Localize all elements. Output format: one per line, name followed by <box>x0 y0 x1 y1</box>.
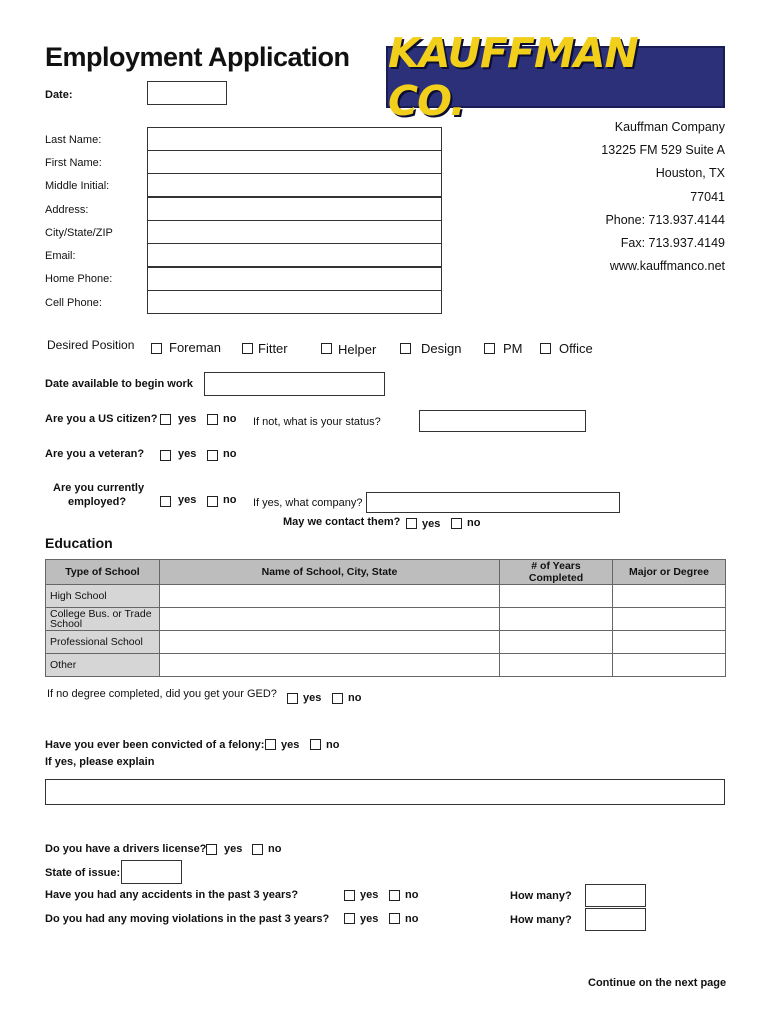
veteran-yes-label: yes <box>178 448 197 460</box>
design-label: Design <box>421 341 462 356</box>
veteran-label: Are you a veteran? <box>45 448 145 460</box>
violations-count-field[interactable] <box>585 908 646 931</box>
table-row <box>46 631 726 654</box>
last-name-label: Last Name: <box>45 134 102 146</box>
company-street: 13225 FM 529 Suite A <box>601 143 725 157</box>
helper-label: Helper <box>338 342 377 357</box>
table-cell[interactable] <box>160 585 500 608</box>
status-label: If not, what is your status? <box>253 416 381 428</box>
table-row <box>46 608 726 631</box>
company-field[interactable] <box>366 492 620 513</box>
ged-no-checkbox[interactable] <box>332 693 343 704</box>
table-cell[interactable] <box>500 631 613 654</box>
logo-text: KAUFFMAN CO. <box>388 29 638 125</box>
violations-yes-checkbox[interactable] <box>344 913 355 924</box>
pm-label: PM <box>503 341 523 356</box>
company-zip: 77041 <box>690 190 725 204</box>
date-available-label: Date available to begin work <box>45 378 193 390</box>
city-state-zip-field[interactable] <box>147 220 442 244</box>
row-high-school: High School <box>46 585 160 608</box>
felony-yes-label: yes <box>281 739 300 751</box>
education-table <box>45 559 726 677</box>
employed-no-label: no <box>223 494 237 506</box>
address-field[interactable] <box>147 197 442 221</box>
table-row <box>46 585 726 608</box>
license-no-checkbox[interactable] <box>252 844 263 855</box>
table-cell[interactable] <box>160 654 500 677</box>
middle-initial-field[interactable] <box>147 173 442 197</box>
table-cell[interactable] <box>160 631 500 654</box>
contact-no-checkbox[interactable] <box>451 518 462 529</box>
accidents-yes-label: yes <box>360 889 379 901</box>
status-field[interactable] <box>419 410 586 432</box>
col-type-of-school: Type of School <box>46 560 160 585</box>
felony-yes-checkbox[interactable] <box>265 739 276 750</box>
home-phone-field[interactable] <box>147 267 442 291</box>
violations-no-label: no <box>405 913 419 925</box>
license-yes-label: yes <box>224 843 243 855</box>
contact-no-label: no <box>467 517 481 529</box>
accidents-no-checkbox[interactable] <box>389 890 400 901</box>
pm-checkbox[interactable] <box>484 343 495 354</box>
employed-no-checkbox[interactable] <box>207 496 218 507</box>
foreman-label: Foreman <box>169 340 222 355</box>
violations-yes-label: yes <box>360 913 379 925</box>
employed-yes-checkbox[interactable] <box>160 496 171 507</box>
accidents-count-field[interactable] <box>585 884 646 907</box>
foreman-checkbox[interactable] <box>151 343 162 354</box>
citizen-no-label: no <box>223 413 237 425</box>
employed-label-line1: Are you currently <box>53 482 145 494</box>
felony-no-label: no <box>326 739 340 751</box>
cell-phone-label: Cell Phone: <box>45 297 102 309</box>
ged-yes-label: yes <box>303 692 322 704</box>
col-school-name: Name of School, City, State <box>160 560 500 585</box>
office-checkbox[interactable] <box>540 343 551 354</box>
ged-yes-checkbox[interactable] <box>287 693 298 704</box>
state-issue-field[interactable] <box>121 860 182 884</box>
table-cell[interactable] <box>613 631 726 654</box>
license-no-label: no <box>268 843 282 855</box>
table-cell[interactable] <box>500 608 613 631</box>
citizen-no-checkbox[interactable] <box>207 414 218 425</box>
veteran-no-checkbox[interactable] <box>207 450 218 461</box>
home-phone-label: Home Phone: <box>45 273 113 285</box>
helper-checkbox[interactable] <box>321 343 332 354</box>
citizen-yes-label: yes <box>178 413 197 425</box>
page-title: Employment Application <box>45 42 350 72</box>
accidents-how-many-label: How many? <box>510 890 572 902</box>
felony-label: Have you ever been convicted of a felony: <box>45 739 265 751</box>
company-fax: Fax: 713.937.4149 <box>620 236 725 250</box>
education-heading: Education <box>45 535 113 551</box>
row-other: Other <box>46 654 160 677</box>
veteran-yes-checkbox[interactable] <box>160 450 171 461</box>
license-label: Do you have a drivers license? <box>45 843 207 855</box>
design-checkbox[interactable] <box>400 343 411 354</box>
accidents-label: Have you had any accidents in the past 3 years? <box>45 889 299 901</box>
may-contact-label: May we contact them? <box>283 516 401 528</box>
state-issue-label: State of issue: <box>45 867 121 879</box>
contact-yes-label: yes <box>422 518 441 530</box>
fitter-checkbox[interactable] <box>242 343 253 354</box>
table-cell[interactable] <box>160 608 500 631</box>
employed-label-line2: employed? <box>68 496 127 508</box>
continue-note: Continue on the next page <box>588 977 727 989</box>
felony-explain-label: If yes, please explain <box>45 756 155 768</box>
fitter-label: Fitter <box>258 341 288 356</box>
city-state-zip-label: City/State/ZIP <box>45 227 113 239</box>
company-website: www.kauffmanco.net <box>609 259 725 273</box>
veteran-no-label: no <box>223 448 237 460</box>
license-yes-checkbox[interactable] <box>206 844 217 855</box>
col-years-completed: # of Years Completed <box>500 560 613 585</box>
address-label: Address: <box>45 204 89 216</box>
middle-initial-label: Middle Initial: <box>45 180 110 192</box>
accidents-no-label: no <box>405 889 419 901</box>
company-logo <box>386 29 725 125</box>
violations-how-many-label: How many? <box>510 914 572 926</box>
company-name: Kauffman Company <box>614 120 725 134</box>
felony-no-checkbox[interactable] <box>310 739 321 750</box>
first-name-field[interactable] <box>147 150 442 174</box>
row-professional: Professional School <box>46 631 160 654</box>
table-cell[interactable] <box>500 654 613 677</box>
table-cell[interactable] <box>613 654 726 677</box>
employed-yes-label: yes <box>178 494 197 506</box>
felony-explain-field[interactable] <box>45 779 725 805</box>
contact-yes-checkbox[interactable] <box>406 518 417 529</box>
first-name-label: First Name: <box>45 157 102 169</box>
table-row <box>46 654 726 677</box>
company-phone: Phone: 713.937.4144 <box>605 213 725 227</box>
email-label: Email: <box>45 250 76 262</box>
col-major-degree: Major or Degree <box>613 560 726 585</box>
last-name-field[interactable] <box>147 127 442 151</box>
what-company-label: If yes, what company? <box>253 497 363 509</box>
us-citizen-label: Are you a US citizen? <box>45 413 158 425</box>
violations-label: Do you had any moving violations in the past 3 years? <box>45 913 330 925</box>
accidents-yes-checkbox[interactable] <box>344 890 355 901</box>
date-label: Date: <box>45 89 73 101</box>
date-field[interactable] <box>147 81 227 105</box>
company-city: Houston, TX <box>655 166 725 180</box>
email-field[interactable] <box>147 243 442 267</box>
cell-phone-field[interactable] <box>147 290 442 314</box>
table-cell[interactable] <box>613 608 726 631</box>
citizen-yes-checkbox[interactable] <box>160 414 171 425</box>
date-available-field[interactable] <box>204 372 385 396</box>
table-cell[interactable] <box>613 585 726 608</box>
desired-position-label: Desired Position <box>47 338 135 352</box>
row-college: College Bus. or Trade School <box>46 608 160 631</box>
office-label: Office <box>559 341 593 356</box>
ged-no-label: no <box>348 692 362 704</box>
violations-no-checkbox[interactable] <box>389 913 400 924</box>
table-cell[interactable] <box>500 585 613 608</box>
ged-label: If no degree completed, did you get your GED? <box>47 688 277 700</box>
